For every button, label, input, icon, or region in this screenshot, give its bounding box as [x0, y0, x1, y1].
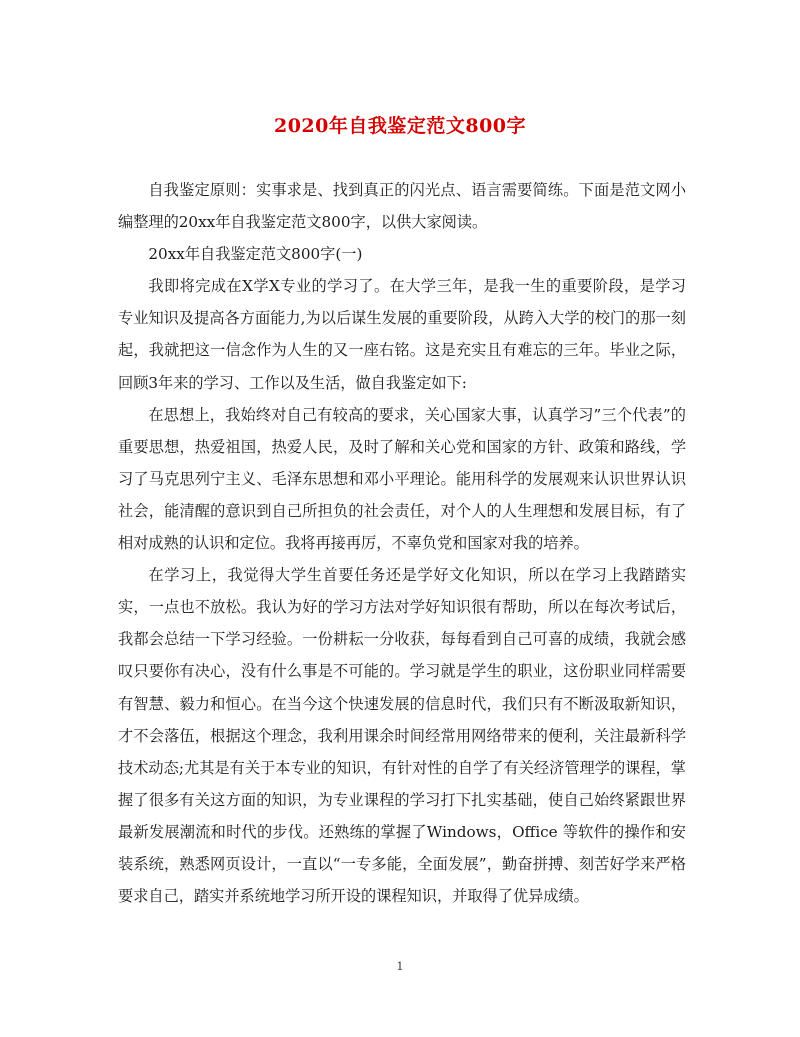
- paragraph-subheading: 20xx年自我鉴定范文800字(一): [148, 245, 363, 264]
- paragraph-opening: 我即将完成在X学X专业的学习了。在大学三年，是我一生的重要阶段，是学习专业知识及提高各方面能力,为以后谋生发展的重要阶段，从跨入大学的校门的那一刻起，我就把这一信念作为人生的又一座右铭。这是充实且有难忘的三年。毕业之际，回顾3年来的学习、工作以及生活，做自我鉴定如下:: [118, 277, 686, 392]
- page-number: 1: [396, 960, 404, 973]
- paragraph-intro: 自我鉴定原则：实事求是、找到真正的闪光点、语言需要简练。下面是范文网小编整理的20xx年自我鉴定范文800字，以供大家阅读。: [118, 181, 686, 232]
- document-title: 2020年自我鉴定范文800字: [273, 115, 527, 137]
- document-body: [118, 174, 686, 912]
- paragraph-study: 在学习上，我觉得大学生首要任务还是学好文化知识，所以在学习上我踏踏实实，一点也不放松。我认为好的学习方法对学好知识很有帮助，所以在每次考试后，我都会总结一下学习经验。一份耕耘一分收获，每每看到自己可喜的成绩，我就会感叹只要你有决心，没有什么事是不可能的。学习就是学生的职业，这份职业同样需要有智慧、毅力和恒心。在当今这个快速发展的信息时代，我们只有不断汲取新知识，才不会落伍，根据这个理念，我利用课余时间经常用网络带来的便利，关注最新科学技术动态;尤其是有关于本专业的知识，有针对性的自学了有关经济管理学的课程，掌握了很多有关这方面的知识，为专业课程的学习打下扎实基础，使自己始终紧跟世界最新发展潮流和时代的步伐。还熟练的掌握了Windows，Office 等软件的操作和安装系统，熟悉网页设计，一直以“一专多能，全面发展”，勤奋拼搏、刻苦好学来严格要求自己，踏实并系统地学习所开设的课程知识，并取得了优异成绩。: [118, 566, 686, 906]
- paragraph-thought: 在思想上，我始终对自己有较高的要求，关心国家大事，认真学习”三个代表”的重要思想，热爱祖国，热爱人民，及时了解和关心党和国家的方针、政策和路线，学习了马克思列宁主义、毛泽东思想和邓小平理论。能用科学的发展观来认识世界认识社会，能清醒的意识到自己所担负的社会责任，对个人的人生理想和发展目标，有了相对成熟的认识和定位。我将再接再厉，不辜负党和国家对我的培养。: [118, 405, 686, 553]
